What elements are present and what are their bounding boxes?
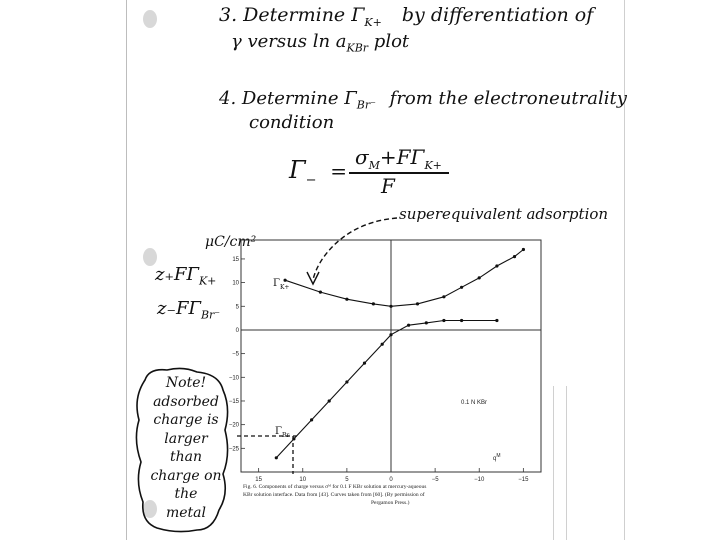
note-highlight-dashes [127, 0, 624, 540]
note-line: Note! [165, 375, 207, 391]
y-tick-label: −10 [228, 375, 239, 382]
x-axis-label-q: q [493, 456, 497, 462]
y-tick-label: 15 [232, 256, 239, 263]
step3-rest: by differentiation of [401, 4, 594, 26]
step3-subscript: K+ [364, 15, 382, 29]
units-text: μC/cm² [205, 234, 257, 250]
note-line: metal [165, 504, 206, 521]
formula-numerator-subscript: K+ [424, 159, 442, 172]
concentration-label: 0.1 N KBr [461, 400, 488, 406]
curve-label-br-sub: Br [281, 432, 290, 439]
step4-condition: condition [249, 112, 335, 133]
scanned-notes-page [126, 0, 625, 540]
formula-equals: = [330, 159, 347, 183]
formula-lhs-subscript: − [305, 172, 317, 188]
formula-sigma-subscript: M [368, 159, 380, 172]
note-line: larger [164, 430, 208, 447]
zfgamma-minus-subscript: Br⁻ [200, 308, 221, 322]
step3-line2-text: γ versus ln a [231, 31, 347, 52]
figure-caption-line2: KBr solution interface. Data from [43]. Curves taken from [60]. (By permission of [243, 492, 425, 498]
y-tick-label: 10 [232, 280, 239, 287]
zfgamma-plus-subscript: K+ [198, 274, 217, 288]
curve-label-k-sub: K+ [279, 284, 290, 291]
formula-sigma: σ [355, 145, 369, 169]
step4-text: 4. Determine Γ [219, 88, 357, 109]
x-axis-label-sup: M [496, 453, 501, 459]
zfgamma-minus-text: z₋FΓ [157, 298, 201, 319]
y-tick-label: −20 [228, 422, 239, 429]
x-tick-label: 0 [389, 477, 393, 483]
step3-text: 3. Determine Γ [219, 4, 365, 26]
x-tick-label: −5 [431, 477, 439, 483]
x-tick-label: −15 [518, 477, 529, 483]
curve-label-br-gamma: Γ [275, 426, 282, 437]
note-line: adsorbed [153, 393, 219, 410]
y-tick-label: −15 [228, 398, 239, 405]
y-tick-label: 0 [235, 327, 239, 334]
y-tick-label: −25 [228, 446, 239, 453]
superequivalent-text: superequivalent adsorption [399, 205, 609, 223]
step3-line2-subscript: KBr [346, 41, 369, 55]
note-line: charge on [150, 467, 222, 484]
formula-gamma: Γ [289, 156, 306, 184]
x-tick-label: −10 [474, 477, 485, 483]
note-line: charge is [153, 412, 219, 428]
step4-subscript: Br⁻ [356, 98, 376, 112]
formula-F: F [381, 174, 395, 198]
x-tick-label: 15 [255, 477, 262, 483]
y-tick-label: 5 [235, 304, 239, 311]
curve-label-k-gamma: Γ [273, 278, 280, 289]
step3-line2-rest: plot [373, 31, 410, 52]
y-tick-label: −5 [232, 351, 239, 358]
figure-caption-line3: Pergamon Press.) [371, 500, 410, 506]
step4-rest: from the electroneutrality [389, 88, 627, 109]
note-line: the [174, 486, 198, 502]
margin-bar [553, 386, 567, 540]
note-line: than [169, 449, 202, 465]
x-tick-label: 10 [299, 477, 307, 483]
figure-caption-line1: Fig. 6. Components of charge versus σᴹ for 0.1 F KBr solution at mercury-aqueous [243, 484, 427, 490]
x-tick-label: 5 [345, 477, 349, 483]
formula-numerator-rest: +FΓ [379, 145, 425, 169]
zfgamma-plus-text: z₊FΓ [155, 264, 199, 285]
